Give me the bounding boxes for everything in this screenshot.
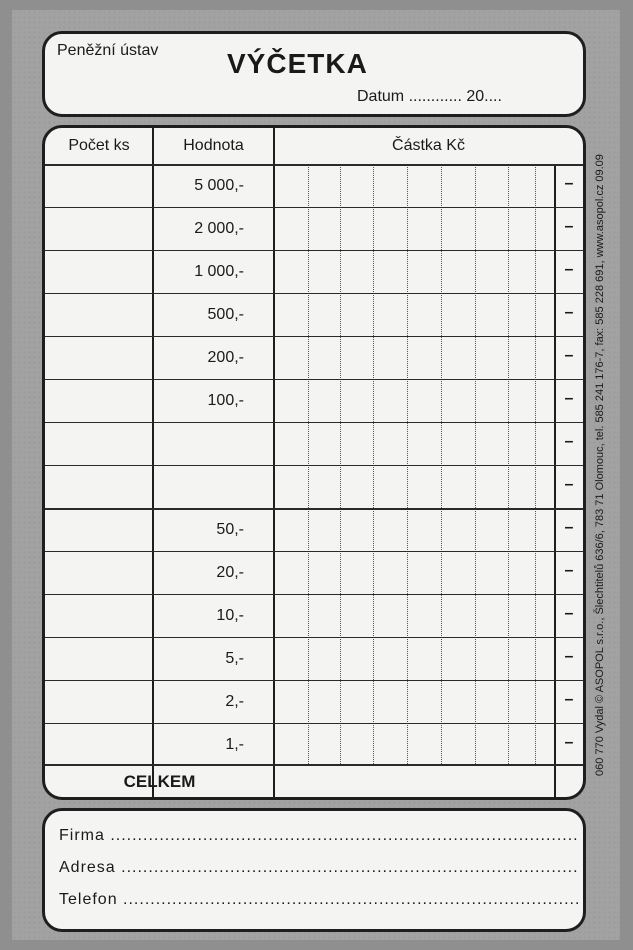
dash-mark: – — [564, 218, 574, 235]
row-divider — [45, 680, 583, 681]
contact-box — [42, 808, 586, 932]
date-field[interactable]: Datum ............ 20.... — [357, 88, 502, 105]
row-divider — [45, 508, 583, 510]
dash-mark: – — [564, 347, 574, 364]
digit-guide — [508, 164, 509, 764]
dash-mark: – — [564, 175, 574, 192]
digit-guide — [340, 164, 341, 764]
denomination-cell: 5 000,- — [194, 177, 244, 194]
denomination-cell: 20,- — [216, 564, 244, 581]
value-column-header: Hodnota — [183, 137, 244, 154]
row-divider — [45, 594, 583, 595]
denomination-cell — [153, 422, 274, 465]
denomination-table — [42, 125, 586, 800]
digit-guide — [308, 164, 309, 764]
amount-column-header: Částka Kč — [392, 137, 465, 154]
digit-guide — [475, 164, 476, 764]
row-divider — [45, 422, 583, 423]
row-divider — [45, 293, 583, 294]
company-field[interactable]: Firma ...................................................................................... — [59, 827, 579, 844]
digit-guide — [373, 164, 374, 764]
publisher-note: 060 770 Vydal © ASOPOL s.r.o., Šlechtitelů 636/6, 783 71 Olomouc, tel. 585 241 176-7, fax: 585 228 691, www.asopol.cz 09.09 — [594, 154, 606, 776]
denomination-cell: 100,- — [207, 392, 244, 409]
row-divider — [45, 723, 583, 724]
dash-mark: – — [564, 261, 574, 278]
digit-guide — [535, 164, 536, 764]
row-divider — [45, 250, 583, 251]
dash-mark: – — [564, 562, 574, 579]
row-divider — [45, 164, 583, 166]
denomination-cell — [153, 465, 274, 508]
form-title: VÝČETKA — [227, 48, 368, 79]
dash-mark: – — [564, 390, 574, 407]
denomination-cell: 200,- — [207, 349, 244, 366]
dash-mark: – — [564, 605, 574, 622]
dash-mark: – — [564, 476, 574, 493]
denomination-cell: 50,- — [216, 521, 244, 538]
row-divider — [45, 207, 583, 208]
denomination-cell: 1,- — [225, 736, 244, 753]
row-divider — [45, 336, 583, 337]
row-divider — [45, 379, 583, 380]
count-column-header: Počet ks — [68, 137, 130, 154]
dash-mark: – — [564, 433, 574, 450]
denomination-cell: 10,- — [216, 607, 244, 624]
dash-mark: – — [564, 304, 574, 321]
total-label: CELKEM — [123, 772, 196, 791]
denomination-cell: 2 000,- — [194, 220, 244, 237]
denomination-cell: 5,- — [225, 650, 244, 667]
digit-guide — [407, 164, 408, 764]
dash-mark: – — [564, 691, 574, 708]
digit-guide — [441, 164, 442, 764]
header-box — [42, 31, 586, 117]
dash-mark: – — [564, 734, 574, 751]
institution-label: Peněžní ústav — [57, 42, 159, 59]
row-divider — [45, 551, 583, 552]
address-field[interactable]: Adresa .................................................................................... — [59, 859, 579, 876]
dash-mark: – — [564, 519, 574, 536]
phone-field[interactable]: Telefon .................................................................................... — [59, 891, 581, 908]
denomination-cell: 500,- — [207, 306, 244, 323]
denomination-cell: 1 000,- — [194, 263, 244, 280]
row-divider — [45, 637, 583, 638]
denomination-cell: 2,- — [225, 693, 244, 710]
row-divider — [45, 465, 583, 466]
dash-mark: – — [564, 648, 574, 665]
